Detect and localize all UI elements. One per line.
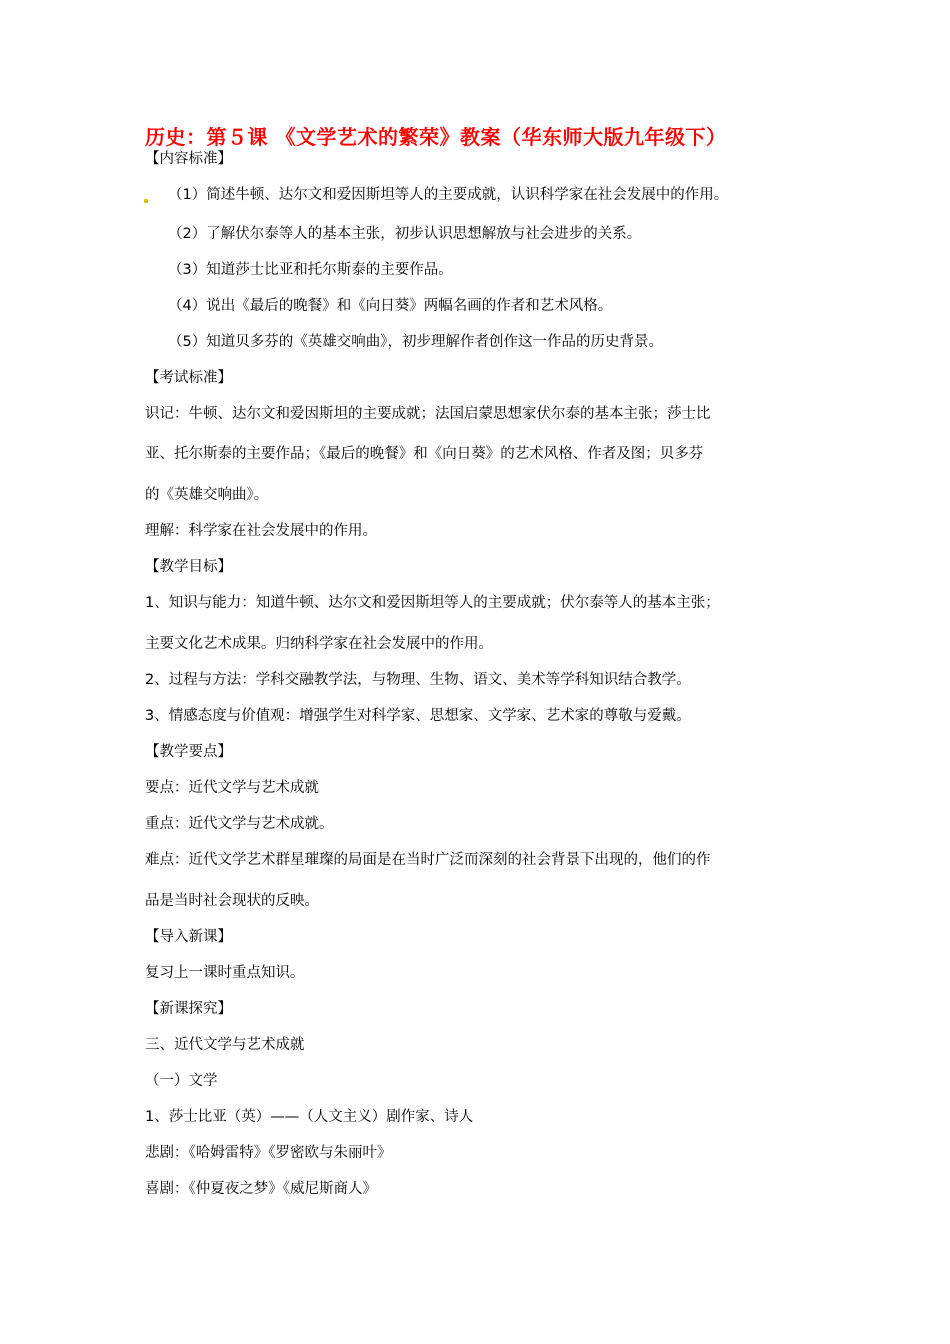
paragraph-line: 难点：近代文学艺术群星璀璨的局面是在当时广泛而深刻的社会背景下出现的，他们的作: [145, 852, 711, 868]
paragraph-line: 2、过程与方法：学科交融教学法，与物理、生物、语文、美术等学科知识结合教学。: [145, 672, 691, 688]
list-item: （3）知道莎士比亚和托尔斯泰的主要作品。: [168, 262, 453, 278]
section-heading-exam-standard: 【考试标准】: [145, 370, 232, 386]
paragraph-line: 品是当时社会现状的反映。: [145, 893, 319, 909]
list-item: （2）了解伏尔泰等人的基本主张，初步认识思想解放与社会进步的关系。: [168, 226, 642, 242]
section-heading-key-points: 【教学要点】: [145, 744, 232, 760]
paragraph-line: 喜剧：《仲夏夜之梦》《威尼斯商人》: [145, 1181, 377, 1197]
section-heading-intro: 【导入新课】: [145, 929, 232, 945]
section-heading-content-standard: 【内容标准】: [145, 151, 232, 167]
paragraph-line: 三、近代文学与艺术成就: [145, 1037, 305, 1053]
paragraph-line: 理解：科学家在社会发展中的作用。: [145, 523, 377, 539]
paragraph-line: 亚、托尔斯泰的主要作品；《最后的晚餐》和《向日葵》的艺术风格、作者及图；贝多芬: [145, 446, 704, 462]
section-heading-new-lesson: 【新课探究】: [145, 1001, 232, 1017]
page-title: 历史：第５课 《文学艺术的繁荣》教案（华东师大版九年级下）: [145, 125, 727, 149]
paragraph-line: 的《英雄交响曲》。: [145, 487, 269, 503]
paragraph-line: 1、知识与能力：知道牛顿、达尔文和爱因斯坦等人的主要成就；伏尔泰等人的基本主张；: [145, 595, 720, 611]
paragraph-line: 1、莎士比亚（英）——（人文主义）剧作家、诗人: [145, 1109, 474, 1125]
paragraph-line: 要点：近代文学与艺术成就: [145, 780, 319, 796]
list-item: （4）说出《最后的晚餐》和《向日葵》两幅名画的作者和艺术风格。: [168, 298, 613, 314]
paragraph-line: 识记：牛顿、达尔文和爱因斯坦的主要成就；法国启蒙思想家伏尔泰的基本主张；莎士比: [145, 406, 711, 422]
section-heading-teaching-goals: 【教学目标】: [145, 559, 232, 575]
marker-dot: [144, 199, 148, 203]
paragraph-line: 重点：近代文学与艺术成就。: [145, 816, 334, 832]
paragraph-line: 主要文化艺术成果。归纳科学家在社会发展中的作用。: [145, 636, 493, 652]
paragraph-line: 3、情感态度与价值观：增强学生对科学家、思想家、文学家、艺术家的尊敬与爱戴。: [145, 708, 691, 724]
list-item: （5）知道贝多芬的《英雄交响曲》，初步理解作者创作这一作品的历史背景。: [168, 334, 663, 350]
paragraph-line: （一）文学: [145, 1073, 218, 1089]
paragraph-line: 悲剧：《哈姆雷特》《罗密欧与朱丽叶》: [145, 1145, 392, 1161]
paragraph-line: 复习上一课时重点知识。: [145, 965, 305, 981]
list-item: （1）简述牛顿、达尔文和爱因斯坦等人的主要成就，认识科学家在社会发展中的作用。: [168, 187, 729, 203]
